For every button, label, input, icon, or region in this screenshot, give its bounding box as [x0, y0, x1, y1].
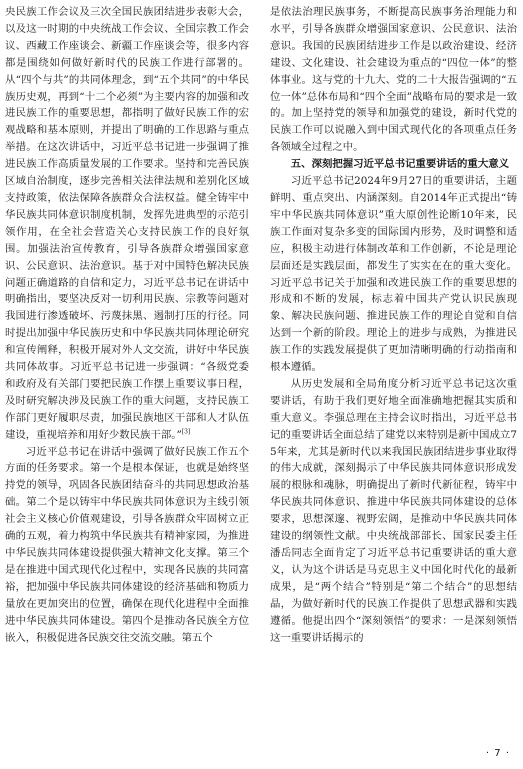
left-column	[5, 4, 249, 646]
right-paragraph-1: 是依法治理民族事务，不断提高民族事务治理能力和水平，引导各族群众增强国家意识、公民意识、法治意识。我国的民族团结进步工作是以政治建设、经济建设、文化建设、社会建设为重点的“四位一体”的整体事业。这与党的十九大、党的二十大报告强调的“五位一体”总体布局和“四个全面”战略布局的要求是一致的。加上坚持党的领导和加强党的建设，新时代党的民族工作可以说融入到中国式现代化的各项重点任务各领域全过程之中。	[270, 6, 517, 154]
right-paragraph-3: 从历史发展和全局角度分析习近平总书记这次重要讲话，有助于我们更好地全面准确地把握其实质和重大意义。李强总理在主持会议时指出，习近平总书记的重要讲话全面总结了建党以来特别是新中国成立75年来，尤其是新时代以来我国民族团结进步事业取得的伟大成就，深刻揭示了中华民族共同体意识形成发展的根脉和魂脉，明确提出了新时代新征程，铸牢中华民族共同体意识、推进中华民族共同体建设的总体要求，思想深邃、视野宏阔，是推动中华民族共同体建设的纲领性文献。中央统战部部长、国家民委主任潘岳同志全面肯定了习近平总书记重要讲话的重大意义，认为这个讲话是马克思主义中国化时代化的最新成果，是“两个结合”特别是“第二个结合”的思想结晶，为做好新时代的民族工作提供了思想武器和实践遵循。他提出四个“深刻领悟”的要求：一是深刻领悟这一重要讲话揭示的	[270, 377, 517, 644]
right-paragraph-2: 习近平总书记2024年9月27日的重要讲话，主题鲜明、重点突出、内涵深刻。自2014年正式提出“铸牢中华民族共同体意识”重大原创性论断10年来，民族工作面对复杂多变的国际国内形势，及时调整和适应，积极主动进行体制改革和工作创新，不论是理论层面还是实践层面，都发生了实实在在的重大变化。习近平总书记关于加强和改进民族工作的重要思想的形成和不断的发展，标志着中国共产党认识民族现象、解决民族问题、推进民族工作的理论自觉和自信达到一个新的阶段。理论上的进步与成熟，为推进民族工作的实践发展提供了更加清晰明确的行动指南和根本遵循。	[270, 175, 517, 374]
page-number: · 7 ·	[485, 748, 510, 759]
right-column	[270, 4, 517, 646]
left-paragraph-1-text: 央民族工作会议及三次全国民族团结进步表彰大会，以及这一时期的中央统战工作会议、全国宗教工作会议、西藏工作座谈会、新疆工作座谈会等，很多内容都是围绕如何做好新时代的民族工作进行部署的。从“四个与共”的共同体理念，到“五个共同”的中华民族历史观，再到“十二个必须”为主要内容的加强和改进民族工作的重要思想，都指明了做好民族工作的宏观战略和基本原则，并提出了明确的工作思路与重点举措。在这次讲话中，习近平总书记进一步强调了推进民族工作高质量发展的工作要求。坚持和完善民族区域自治制度，逐步完善相关法律法规和差别化区域支持政策，依法保障各族群众合法权益。健全铸牢中华民族共同体意识制度机制，发挥先进典型的示范引领作用，在全社会营造关心支持民族工作的良好氛围。加强法治宣传教育，引导各族群众增强国家意识、公民意识、法治意识。基于对中国特色解决民族问题正确道路的自信和定力，习近平总书记在讲话中明确指出，要坚决反对一切利用民族、宗教等问题对我国进行渗透破坏、污蔑抹黑、遏制打压的行径。同时提出加强中华民族历史和中华民族共同体理论研究和宣传阐释，积极开展对外人文交流，讲好中华民族共同体故事。习近平总书记进一步强调：“各级党委和政府及有关部门要把民族工作摆上重要议事日程，及时研究解决涉及民族工作的重大问题，支持民族工作部门更好履职尽责，加强民族地区干部和人才队伍建设，重视培养和用好少数民族干部。”	[5, 6, 249, 441]
section-heading: 五、深刻把握习近平总书记重要讲话的重大意义	[290, 158, 509, 171]
citation-marker: [3]	[181, 428, 191, 436]
left-paragraph-1	[5, 4, 249, 444]
left-paragraph-2: 习近平总书记在讲话中强调了做好民族工作五个方面的任务要求。第一个是根本保证，也就是始终坚持党的领导，巩固各民族团结奋斗的共同思想政治基础。第二个是以铸牢中华民族共同体意识为主线引领社会主义核心价值观建设，引导各族群众牢固树立正确的五观，着力构筑中华民族共有精神家园，为推进中华民族共同体建设提供强大精神文化支撑。第三个是在推进中国式现代化过程中，实现各民族的共同富裕，把加强中华民族共同体建设的经济基础和物质力量放在更加突出的位置，确保在现代化进程中全面推进中华民族共同体建设。第四个是推动各民族全方位嵌入，积极促进各民族交往交流交融。第五个	[5, 445, 249, 644]
